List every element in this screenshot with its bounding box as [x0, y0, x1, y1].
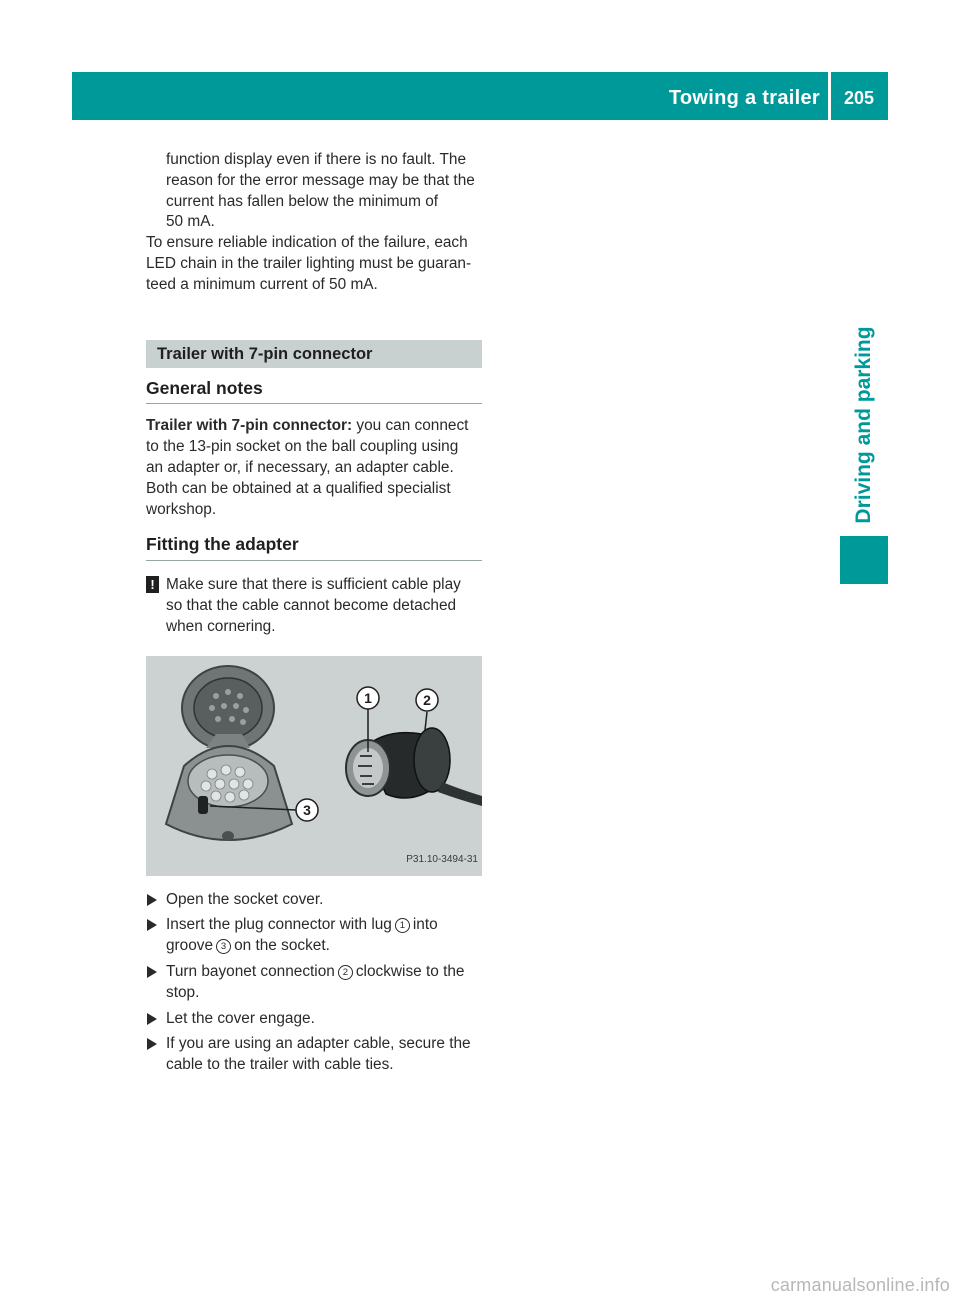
intro-line: To ensure reliable indication of the failure, each [146, 234, 468, 252]
callout-ref-2: 2 [338, 965, 353, 980]
page-number: 205 [843, 88, 875, 108]
callout-ref-3: 3 [216, 939, 231, 954]
section-heading-band: Trailer with 7-pin connector [146, 340, 482, 368]
intro-line: reason for the error message may be that the [166, 171, 475, 189]
intro-line: current has fallen below the minimum of [166, 192, 439, 210]
header-bar [72, 72, 888, 120]
text-line: an adapter or, if necessary, an adapter cable. [146, 458, 454, 476]
list-item [146, 1009, 482, 1030]
warning-icon: ! [146, 576, 159, 593]
step-text: clockwise to the [355, 962, 465, 980]
header-title: Towing a trailer [668, 87, 820, 109]
callout-ref-1: 1 [395, 918, 410, 933]
intro-line: teed a minimum current of 50 mA. [146, 275, 378, 293]
step-text: into [412, 916, 438, 934]
list-item [146, 915, 482, 957]
arrow-bullet-icon [147, 1013, 157, 1025]
bold-lead: Trailer with 7-pin connector: [146, 417, 353, 435]
intro-paragraph-2 [146, 233, 482, 295]
text-line: to the 13-pin socket on the ball coupling using [146, 438, 459, 456]
arrow-bullet-icon [147, 966, 157, 978]
warning-line: Make sure that there is sufficient cable play [166, 576, 461, 594]
step-text: Let the cover engage. [166, 1009, 315, 1027]
instruction-list [146, 890, 482, 1076]
step-text: groove [166, 937, 214, 955]
step-text: cable to the trailer with cable ties. [166, 1056, 394, 1074]
figure-code: P31.10-3494-31 [406, 853, 478, 865]
step-text: Open the socket cover. [166, 890, 324, 908]
heading-general-notes: General notes [146, 378, 482, 405]
callout-2: 2 [423, 691, 431, 708]
callout-1: 1 [364, 689, 372, 706]
arrow-bullet-icon [147, 1038, 157, 1050]
text-line: workshop. [146, 500, 217, 518]
side-tab-label: Driving and parking [852, 326, 875, 524]
step-text: Turn bayonet connection [166, 962, 335, 980]
adapter-illustration [146, 656, 482, 876]
intro-line: LED chain in the trailer lighting must be guaran- [146, 254, 472, 272]
list-item [146, 890, 482, 911]
intro-paragraph [146, 150, 482, 233]
text-line: you can connect [352, 417, 469, 435]
arrow-bullet-icon [147, 919, 157, 931]
list-item [146, 962, 482, 1004]
adapter-figure [146, 656, 482, 876]
side-tab [840, 310, 888, 540]
warning-line: so that the cable cannot become detached [166, 596, 457, 614]
step-text: If you are using an adapter cable, secure the [166, 1035, 471, 1053]
side-tab-block [840, 536, 888, 584]
footer-watermark: carmanualsonline.info [770, 1275, 950, 1295]
intro-line: function display even if there is no fault. The [166, 151, 467, 168]
step-text: Insert the plug connector with lug [166, 916, 392, 934]
header-separator [828, 72, 831, 120]
general-notes-paragraph [146, 416, 482, 520]
step-text: on the socket. [234, 937, 330, 955]
step-text: stop. [166, 983, 200, 1001]
intro-line: 50 mA. [166, 213, 215, 231]
text-line: Both can be obtained at a qualified specialist [146, 479, 451, 497]
warning-line: when cornering. [166, 617, 276, 635]
heading-fitting-adapter: Fitting the adapter [146, 534, 482, 561]
content-column [146, 150, 482, 1081]
arrow-bullet-icon [147, 894, 157, 906]
callout-3: 3 [303, 801, 311, 818]
warning-note [146, 575, 482, 637]
list-item [146, 1034, 482, 1076]
